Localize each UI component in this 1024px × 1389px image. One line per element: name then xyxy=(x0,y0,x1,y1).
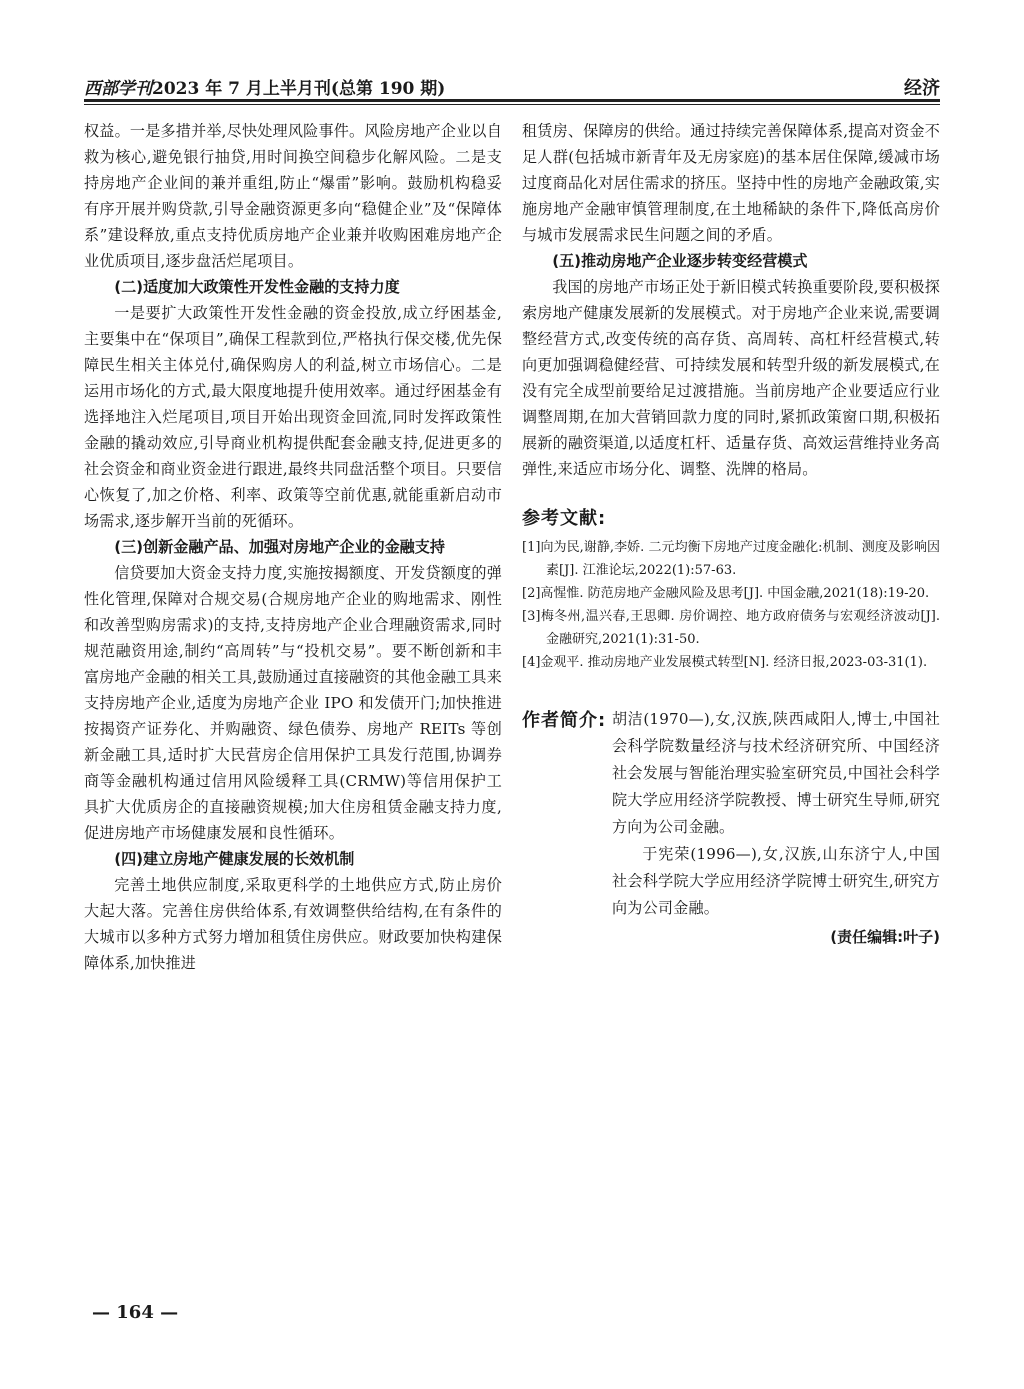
journal-masthead xyxy=(84,74,445,99)
paragraph: 一是要扩大政策性开发性金融的资金投放,成立纾困基金,主要集中在“保项目”,确保工程款到位,严格执行保交楼,优先保障民生相关主体兑付,确保购房人的利益,树立市场信心。二是运用市场化的方式,最大限度地提升使用效率。通过纾困基金有选择地注入烂尾项目,项目开始出现资金回流,同时发挥政策性金融的撬动效应,引导商业机构提供配套金融支持,促进更多的社会资金和商业资金进行跟进,最终共同盘活整个项目。只要信心恢复了,加之价格、利率、政策等空前优惠,就能重新启动市场需求,逐步解开当前的死循环。 xyxy=(84,304,502,530)
references-heading: 参考文献: xyxy=(522,508,607,529)
reference-item: [4]金观平. 推动房地产业发展模式转型[N]. 经济日报,2023-03-31(1). xyxy=(522,655,928,670)
reference-item: [1]向为民,谢静,李娇. 二元均衡下房地产过度金融化:机制、测度及影响因素[J]. 江淮论坛,2022(1):57-63. xyxy=(522,540,940,578)
left-column xyxy=(84,118,502,976)
paragraph: 完善土地供应制度,采取更科学的土地供应方式,防止房价大起大落。完善住房供给体系,有效调整供给结构,在有条件的大城市以多种方式努力增加租赁住房供应。财政要加快构建保障体系,加快推进 xyxy=(84,876,502,972)
author-bio-label: 作者简介: xyxy=(522,710,607,731)
paragraph: 我国的房地产市场正处于新旧模式转换重要阶段,要积极探索房地产健康发展新的发展模式。对于房地产企业来说,需要调整经营方式,改变传统的高存货、高周转、高杠杆经营模式,转向更加强调稳健经营、可持续发展和转型升级的新发展模式,在没有完全成型前要给足过渡措施。当前房地产企业要适应行业调整周期,在加大营销回款力度的同时,紧抓政策窗口期,积极拓展新的融资渠道,以适度杠杆、适量存货、高效运营维持业务高弹性,来适应市场分化、调整、洗牌的格局。 xyxy=(522,278,940,478)
page-header xyxy=(84,72,940,102)
page-number: — 164 — xyxy=(92,1302,179,1323)
section-name: 经济 xyxy=(904,78,940,99)
journal-logo: 西部学刊 xyxy=(84,79,152,99)
author-entry: 于宪荣(1996—),女,汉族,山东济宁人,中国社会科学院大学应用经济学院博士研究生,研究方向为公司金融。 xyxy=(612,845,940,917)
subsection-heading: (二)适度加大政策性开发性金融的支持力度 xyxy=(114,278,400,296)
author-bio xyxy=(522,706,940,950)
header-rule xyxy=(84,99,940,105)
subsection-heading: (三)创新金融产品、加强对房地产企业的金融支持 xyxy=(114,538,445,556)
issue-info: 2023 年 7 月上半月刊(总第 190 期) xyxy=(152,79,446,99)
author-bio-body xyxy=(612,706,940,950)
reference-item: [2]高惺惟. 防范房地产金融风险及思考[J]. 中国金融,2021(18):19-20. xyxy=(522,586,930,601)
subsection-heading: (五)推动房地产企业逐步转变经营模式 xyxy=(552,252,808,270)
reference-list xyxy=(522,536,940,674)
paragraph: 权益。一是多措并举,尽快处理风险事件。风险房地产企业以自救为核心,避免银行抽贷,用时间换空间稳步化解风险。二是支持房地产企业间的兼并重组,防止“爆雷”影响。鼓励机构稳妥有序开展并购贷款,引导金融资源更多向“稳健企业”及“保障体系”建设释放,重点支持优质房地产企业兼并收购困难房地产企业优质项目,逐步盘活烂尾项目。 xyxy=(84,122,502,270)
subsection-heading: (四)建立房地产健康发展的长效机制 xyxy=(114,850,355,868)
editor-note: (责任编辑:叶子) xyxy=(830,928,940,946)
paragraph: 信贷要加大资金支持力度,实施按揭额度、开发贷额度的弹性化管理,保障对合规交易(合规房地产企业的购地需求、刚性和改善型购房需求)的支持,支持房地产企业合理融资需求,同时规范融资用途,制约“高周转”与“投机交易”。要不断创新和丰富房地产金融的相关工具,鼓励通过直接融资的其他金融工具来支持房地产企业,适度为房地产企业 IPO 和发债开门;加快推进按揭资产证券化、并购融资、绿色债券、房地产 REITs 等创新金融工具,适时扩大民营房企信用保护工具发行范围,协调券商等金融机构通过信用风险缓释工具(CRMW)等信用保护工具扩大优质房企的直接融资规模;加大住房租赁金融支持力度,促进房地产市场健康发展和良性循环。 xyxy=(84,564,502,842)
reference-item: [3]梅冬州,温兴春,王思卿. 房价调控、地方政府债务与宏观经济波动[J]. 金融研究,2021(1):31-50. xyxy=(522,609,940,647)
author-entry: 胡洁(1970—),女,汉族,陕西咸阳人,博士,中国社会科学院数量经济与技术经济研究所、中国经济社会发展与智能治理实验室研究员,中国社会科学院大学应用经济学院教授、博士研究生导师,研究方向为公司金融。 xyxy=(612,710,940,836)
paragraph: 租赁房、保障房的供给。通过持续完善保障体系,提高对资金不足人群(包括城市新青年及无房家庭)的基本居住保障,缓减市场过度商品化对居住需求的挤压。坚持中性的房地产金融政策,实施房地产金融审慎管理制度,在土地稀缺的条件下,降低高房价与城市发展需求民生问题之间的矛盾。 xyxy=(522,122,940,244)
right-column xyxy=(522,118,940,950)
